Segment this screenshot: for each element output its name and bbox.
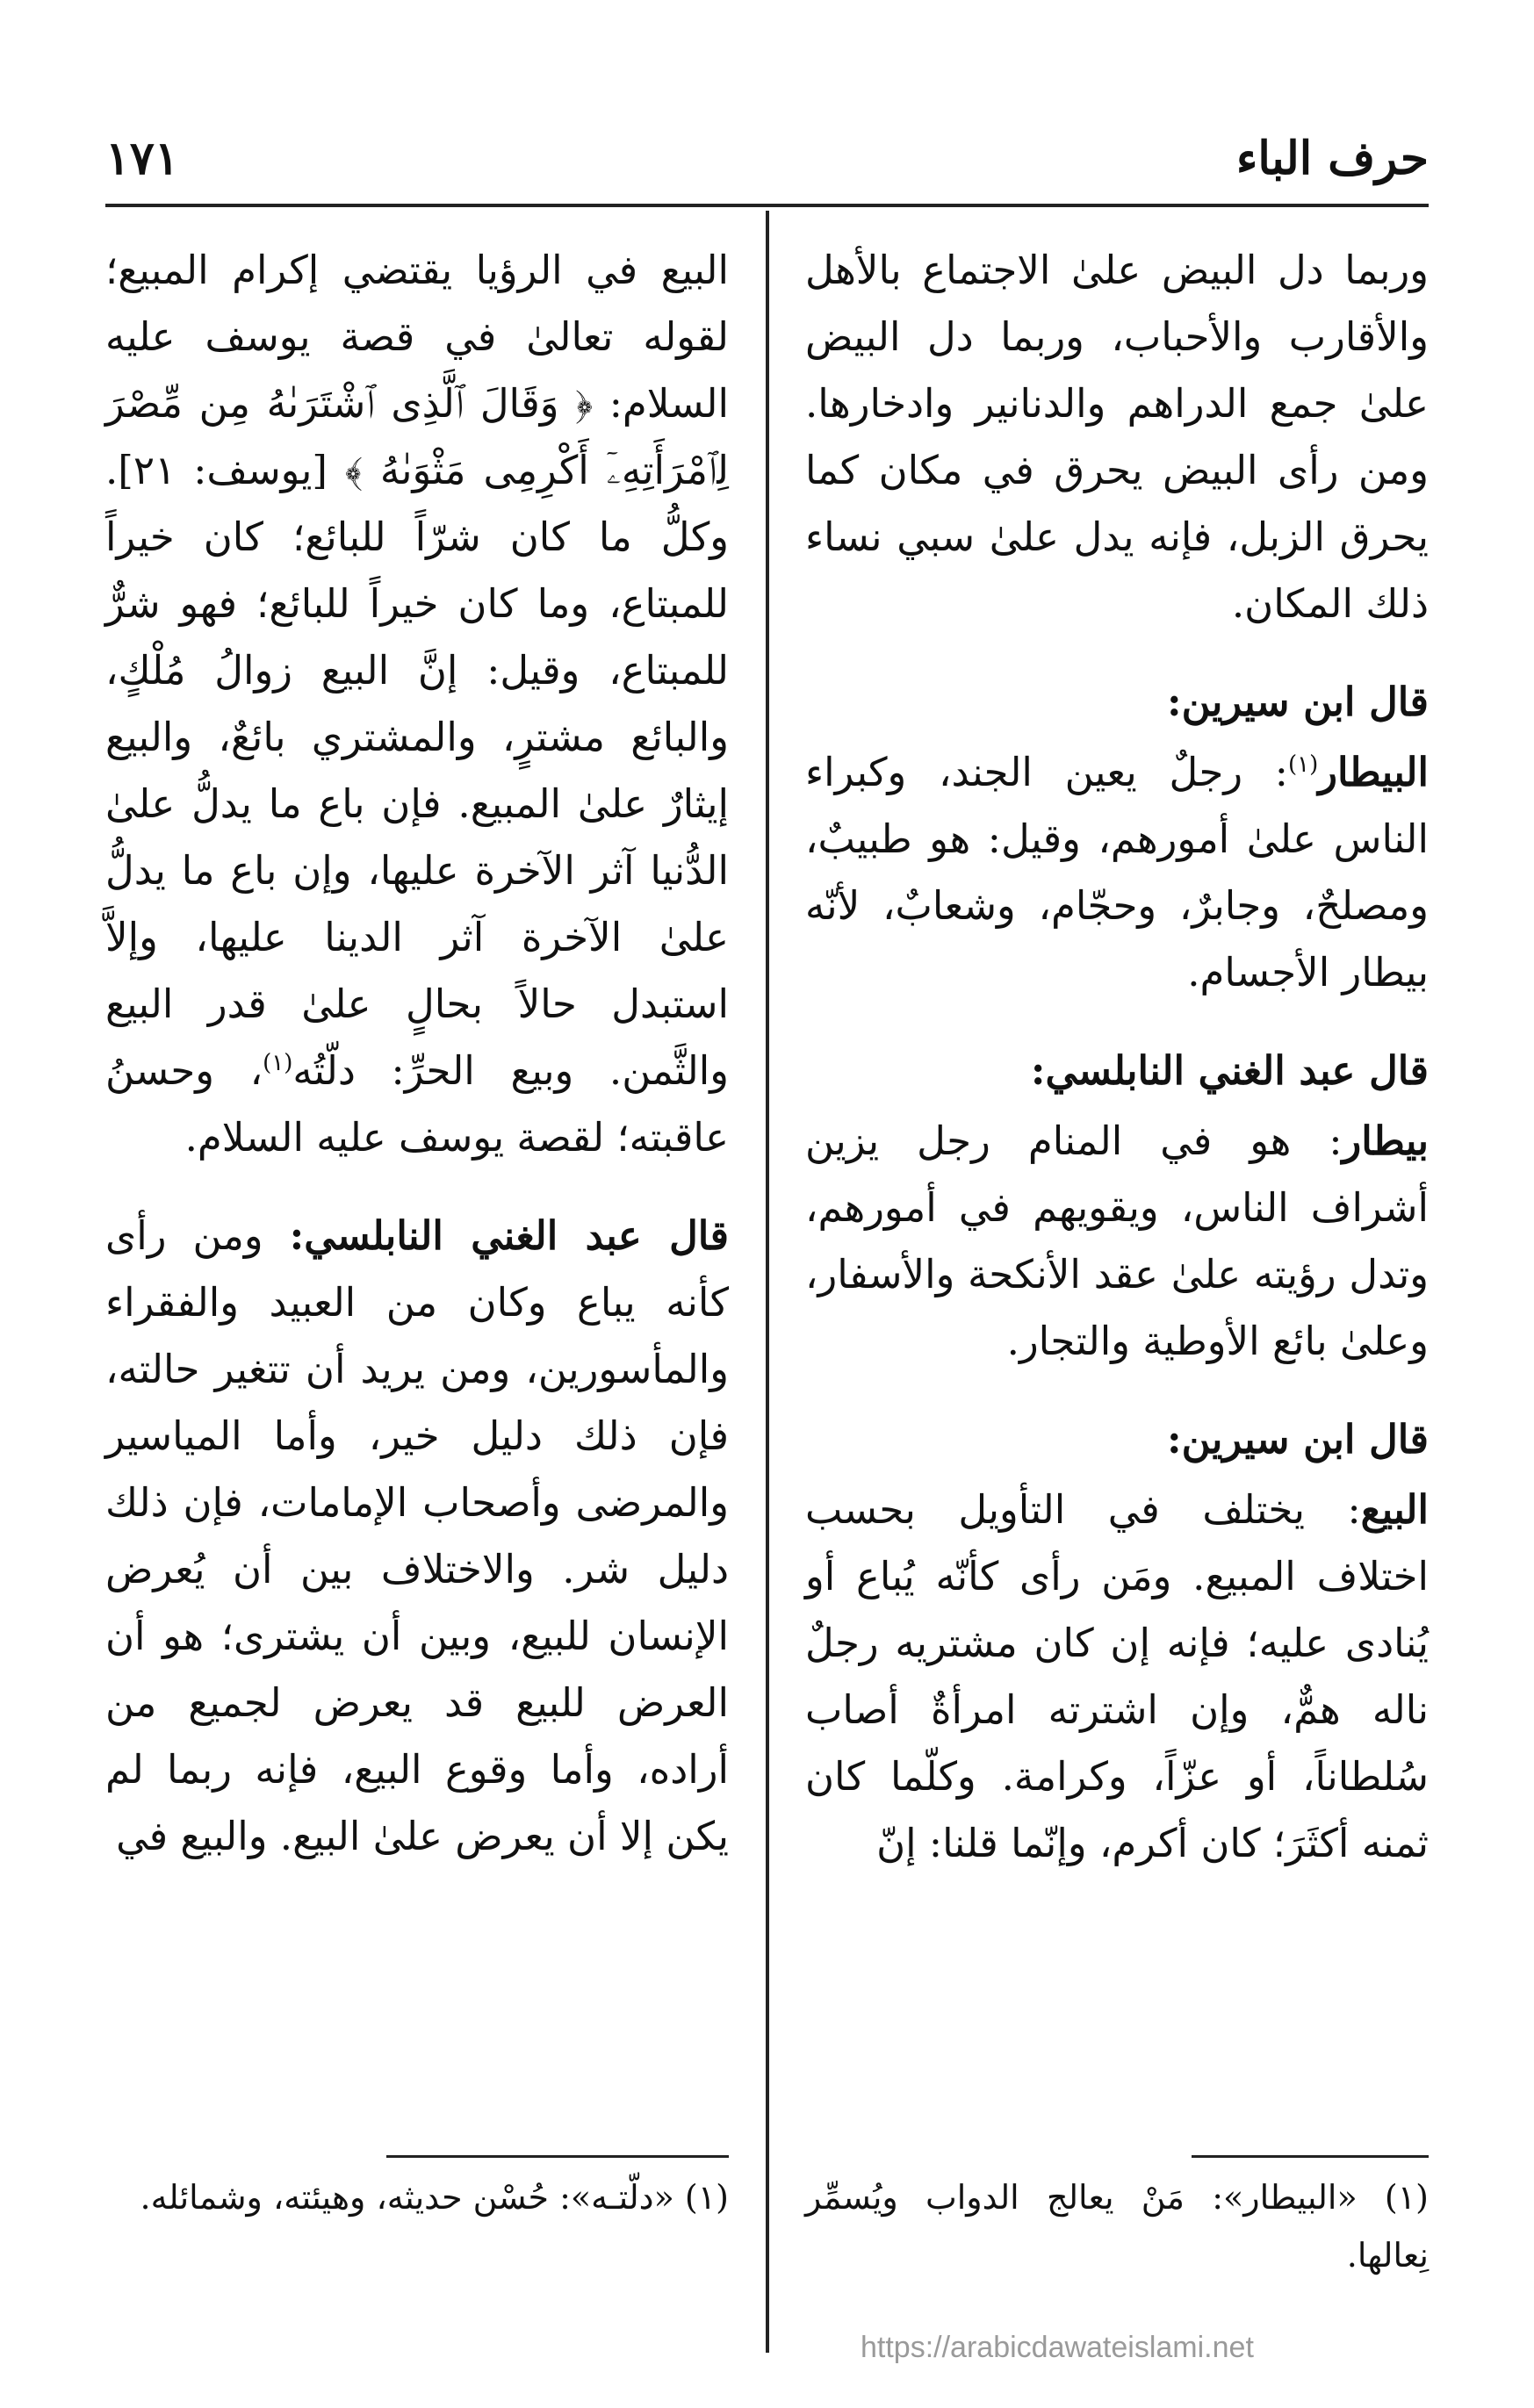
paragraph [105,1203,729,1870]
quran-verse: ﴿ وَقَالَ ٱلَّذِى ٱشْتَرَىٰهُ مِن مِّصْرَ لِٱمْرَأَتِهِۦٓ أَكْرِمِى مَثْوَىٰهُ ﴾ [105,380,729,493]
column-divider [766,211,769,2353]
right-column [805,237,1429,1877]
chapter-title: حرف الباء [1235,132,1429,185]
paragraph: وربما دل البيض علىٰ الاجتماع بالأهل والأقارب والأحباب، وربما دل البيض علىٰ جمع الدراهم والدنانير وادخارها. ومن رأى البيض يحرق في مكان كما يحرق الزبل، فإنه يدل علىٰ سبي نساء ذلك المكان. [805,247,1429,627]
page-number: ١٧١ [105,132,179,185]
entry-text: : يختلف في التأويل بحسب اختلاف المبيع. ومَن رأى كأنّه يُباع أو يُنادى عليه؛ فإنه إن كان مشتريه رجلٌ ناله همٌّ، وإن اشترته امرأةٌ أصاب سُلطاناً، أو عزّاً، وكرامة. وكلّما كان ثمنه أكثَرَ؛ كان أكرم، وإنّما قلنا: إنّ [805,1486,1429,1866]
footnote: (١) «البيطار»: مَنْ يعالج الدواب ويُسمِّر نِعالها. [805,2178,1429,2275]
entry-term: البيطار [1318,749,1429,795]
section-heading: قال ابن سيرين: [1166,1416,1429,1463]
paragraph [105,237,729,1171]
header-rule [105,204,1429,207]
paragraph [805,739,1429,1006]
watermark-url: https://arabicdawateislami.net [861,2331,1254,2364]
left-column [105,237,729,1870]
footnote-ref: (١) [1287,751,1319,778]
entry-text: وكلُّ ما كان شرّاً للبائع؛ كان خيراً للمبتاع، وما كان خيراً للبائع؛ فهو شرٌّ للمبتاع، وقيل: إنَّ البيع زوالُ مُلْكٍ، والبائع مشترٍ، والمشتري بائعٌ، والبيع إيثارٌ علىٰ المبيع. فإن باع ما يدلُّ علىٰ الدُّنيا آثر الآخرة عليها، وإن باع ما يدلُّ علىٰ الآخرة آثر الدينا عليها، وإلاَّ استبدل حالاً بحالٍ علىٰ قدر البيع والثَّمن. وبيع الحرِّ: دلّتُه [105,514,729,1094]
entry-term: البيع [1360,1486,1429,1533]
footnote-ref: (١) [263,1050,293,1076]
entry-text: ، وحسنُ عاقبته؛ لقصة يوسف عليه السلام. [105,1047,729,1161]
footnote: (١) «دلّتـه»: حُسْن حديثه، وهيئته، وشمائله. [140,2178,729,2217]
section-heading: قال عبد الغني النابلسي: [289,1212,729,1259]
verse-reference: [يوسف: ٢١]. [105,447,328,493]
section-heading: قال ابن سيرين: [1166,679,1429,725]
entry-text: ومن رأى كأنه يباع وكان من العبيد والفقراء والمأسورين، ومن يريد أن تتغير حالته، فإن ذلك دليل خير، وأما المياسير والمرضى وأصحاب الإمامات، فإن ذلك دليل شر. والاختلاف بين أن يُعرض الإنسان للبيع، وبين أن يشترى؛ هو أن العرض للبيع قد يعرض لجميع من أراده، وأما وقوع البيع، فإنه ربما لم يكن إلا أن يعرض علىٰ البيع. والبيع في [105,1212,729,1859]
entry-text: البيع في الرؤيا يقتضي إكرام المبيع؛ لقوله تعالىٰ في قصة يوسف عليه السلام: [105,247,729,427]
entry-text: : رجلٌ يعين الجند، وكبراء الناس علىٰ أمورهم، وقيل: هو طبيبٌ، ومصلحٌ، وجابرٌ، وحجّام، وشعابٌ، لأنّه بيطار الأجسام. [805,749,1429,996]
paragraph [805,1108,1429,1375]
footnote-rule [386,2155,729,2158]
paragraph [805,1477,1429,1877]
footnote-rule [1192,2155,1429,2158]
entry-text: : هو في المنام رجل يزين أشراف الناس، ويقويهم في أمورهم، وتدل رؤيته علىٰ عقد الأنكحة والأسفار، وعلىٰ بائع الأوطية والتجار. [805,1118,1429,1364]
section-heading: قال عبد الغني النابلسي: [1030,1047,1429,1094]
entry-term: بيطار [1342,1118,1429,1164]
